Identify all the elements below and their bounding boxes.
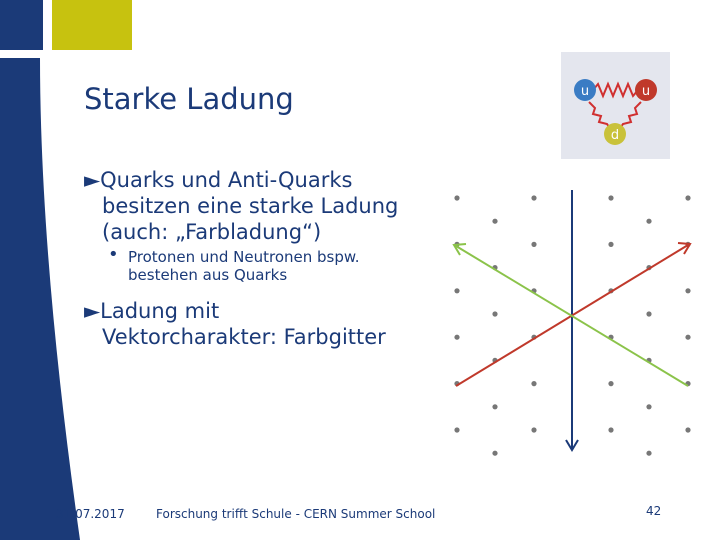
lattice-dot [492,451,497,456]
bullet-2-line2: Vektorcharakter: Farbgitter [102,325,386,349]
decor-navy-bar [0,58,80,540]
lattice-dot [492,311,497,316]
lattice-dot [454,427,459,432]
lattice-dot [608,381,613,386]
sub-bullet-line2: bestehen aus Quarks [128,266,288,284]
spring-top [593,84,638,96]
quark-label-1: u [580,84,590,99]
decor-yellow-block [52,0,132,50]
lattice-dot [685,195,690,200]
lattice-dot [454,288,459,293]
lattice-dot [685,335,690,340]
quark-diagram-svg [561,52,670,159]
decor-navy-block [0,0,43,50]
bullet-2-line1: Ladung mit [100,299,220,323]
lattice-dot [454,195,459,200]
lattice-dot [646,404,651,409]
bullet-2 [84,298,429,350]
quark-label-2: u [641,84,651,99]
quark-label-3: d [610,128,620,143]
lattice-dot [492,404,497,409]
lattice-dot [608,195,613,200]
footer-title: Forschung trifft Schule - CERN Summer School [156,507,436,521]
lattice-dot [454,335,459,340]
lattice-dot [685,288,690,293]
bullet-1-line1: Quarks und Anti-Quarks [100,168,353,192]
lattice-dot [531,195,536,200]
bullet-1-line3: (auch: „Farbladung“) [102,220,322,244]
slide-title: Starke Ladung [84,82,294,116]
sub-bullet-line1: Protonen und Neutronen bspw. [128,248,360,266]
sub-bullet-dot: • [108,244,119,265]
color-lattice [440,180,710,460]
bullet-arrow: ► [84,299,101,323]
lattice-dot [531,427,536,432]
lattice-axes [454,190,690,450]
lattice-dot [646,451,651,456]
lattice-dot [531,381,536,386]
lattice-dot [492,219,497,224]
quark-diagram [561,52,670,159]
sub-bullet [108,244,438,284]
lattice-dot [646,219,651,224]
bullet-1-line2: besitzen eine starke Ladung [102,194,399,218]
bullet-arrow: ► [84,168,101,192]
page-number: 42 [646,504,662,518]
lattice-dot [646,311,651,316]
lattice-dot [608,242,613,247]
lattice-dot [608,427,613,432]
bullet-1 [84,167,429,245]
lattice-dot [685,427,690,432]
lattice-dot [531,242,536,247]
footer-date: 31.07.2017 [56,507,125,521]
